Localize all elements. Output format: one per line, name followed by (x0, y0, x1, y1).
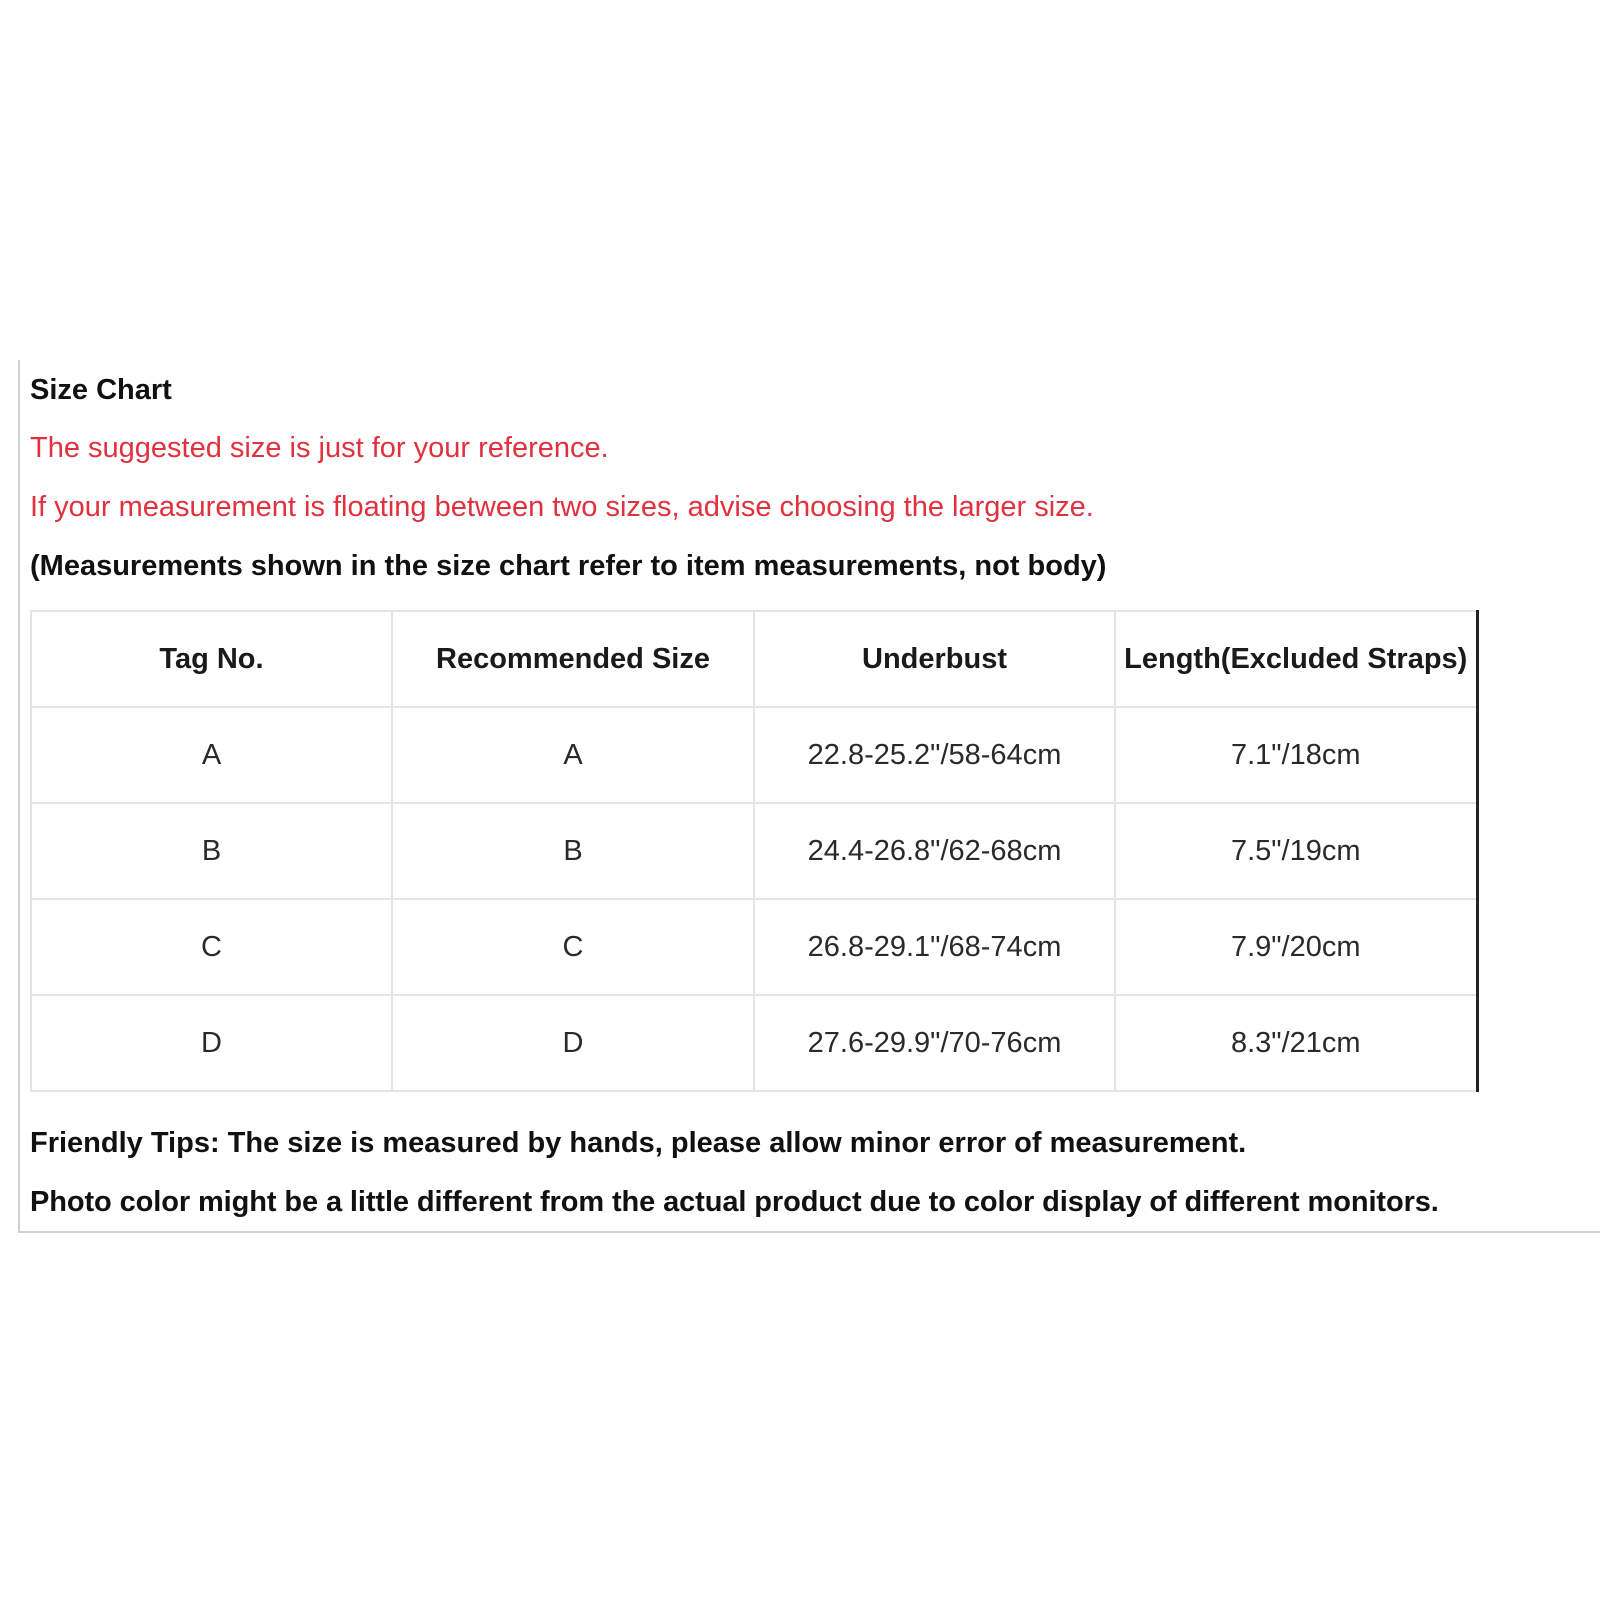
cell-length: 8.3"/21cm (1115, 995, 1477, 1091)
header-recommended-size: Recommended Size (392, 611, 754, 707)
cell-recommended-size: A (392, 707, 754, 803)
table-header-row (31, 611, 1477, 707)
header-underbust: Underbust (754, 611, 1115, 707)
size-table (30, 610, 1479, 1092)
cell-length: 7.9"/20cm (1115, 899, 1477, 995)
larger-size-note: If your measurement is floating between two sizes, advise choosing the larger size. (30, 491, 1094, 523)
photo-color-tip: Photo color might be a little different from the actual product due to color display of different monitors. (30, 1186, 1439, 1218)
cell-tag-no: A (31, 707, 392, 803)
table-row (31, 707, 1477, 803)
cell-length: 7.1"/18cm (1115, 707, 1477, 803)
cell-recommended-size: D (392, 995, 754, 1091)
cell-underbust: 27.6-29.9"/70-76cm (754, 995, 1115, 1091)
reference-note: The suggested size is just for your reference. (30, 432, 609, 464)
size-chart-panel (18, 360, 1600, 1233)
cell-tag-no: C (31, 899, 392, 995)
table-row (31, 803, 1477, 899)
cell-underbust: 24.4-26.8"/62-68cm (754, 803, 1115, 899)
cell-tag-no: B (31, 803, 392, 899)
cell-recommended-size: C (392, 899, 754, 995)
measurement-disclaimer: (Measurements shown in the size chart refer to item measurements, not body) (30, 550, 1107, 582)
friendly-tips: Friendly Tips: The size is measured by hands, please allow minor error of measurement. (30, 1127, 1247, 1159)
cell-tag-no: D (31, 995, 392, 1091)
size-chart-title: Size Chart (30, 374, 172, 406)
header-tag-no: Tag No. (31, 611, 392, 707)
cell-recommended-size: B (392, 803, 754, 899)
cell-underbust: 26.8-29.1"/68-74cm (754, 899, 1115, 995)
cell-underbust: 22.8-25.2"/58-64cm (754, 707, 1115, 803)
table-row (31, 995, 1477, 1091)
header-length: Length(Excluded Straps) (1115, 611, 1477, 707)
cell-length: 7.5"/19cm (1115, 803, 1477, 899)
table-row (31, 899, 1477, 995)
